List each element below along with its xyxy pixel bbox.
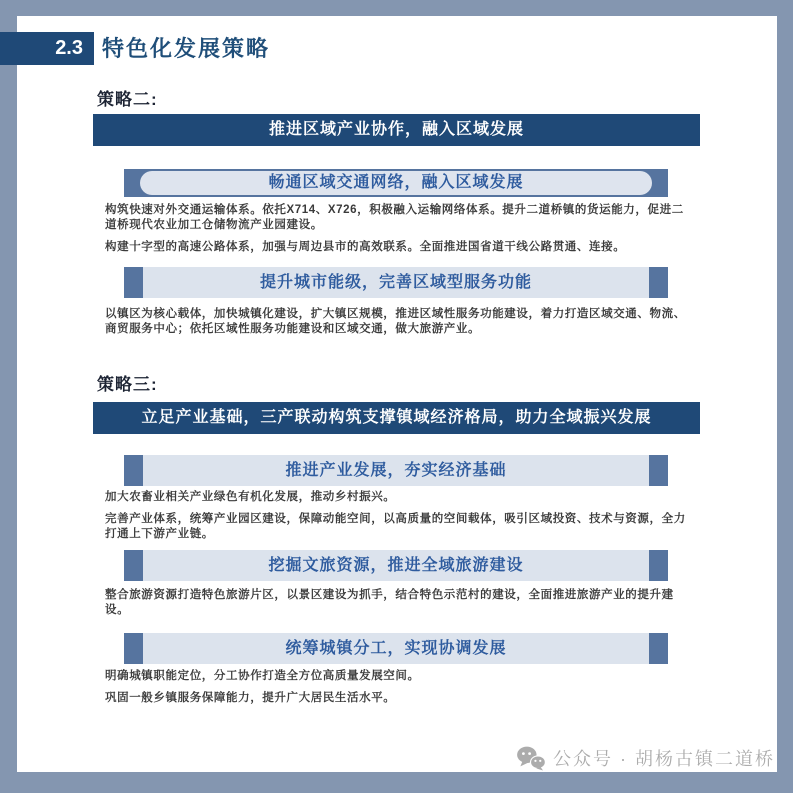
transport-paragraphs	[105, 203, 693, 262]
sub-banner-tourism	[124, 550, 668, 581]
body-paragraph: 明确城镇职能定位，分工协作打造全方位高质量发展空间。	[105, 670, 420, 682]
strategy-two-label: 策略二:	[97, 90, 158, 109]
sub-banner-coordination-label: 统筹城镇分工，实现协调发展	[143, 633, 649, 664]
banner-end-block-right	[649, 633, 668, 664]
banner-end-block-right	[649, 550, 668, 581]
sub-banner-industry-label: 推进产业发展，夯实经济基础	[143, 455, 649, 486]
body-paragraph: 构筑快速对外交通运输体系。依托X714、X726，积极融入运输网络体系。提升二道桥镇的货运能力，促进二道桥现代农业加工仓储物流产业园建设。	[105, 204, 684, 231]
city-level-paragraphs	[105, 307, 693, 344]
banner-end-block-right	[649, 267, 668, 298]
section-number: 2.3	[55, 37, 83, 59]
sub-banner-tourism-label: 挖掘文旅资源，推进全域旅游建设	[143, 550, 649, 581]
banner-end-block-left	[124, 550, 143, 581]
sub-banner-industry	[124, 455, 668, 486]
strategy-two-main-banner: 推进区域产业协作，融入区域发展	[93, 114, 700, 146]
body-paragraph: 巩固一般乡镇服务保障能力，提升广大居民生活水平。	[105, 692, 396, 704]
banner-end-block-left	[124, 633, 143, 664]
wechat-icon	[516, 746, 546, 771]
body-paragraph: 构建十字型的高速公路体系，加强与周边县市的高效联系。全面推进国省道干线公路贯通、连接。	[105, 241, 626, 253]
banner-end-block-right	[649, 455, 668, 486]
page-title: 特色化发展策略	[102, 36, 271, 61]
sub-banner-city-level-label: 提升城市能级，完善区域型服务功能	[143, 267, 649, 298]
strategy-three-main-banner: 立足产业基础，三产联动构筑支撑镇域经济格局，助力全域振兴发展	[93, 402, 700, 434]
body-paragraph: 完善产业体系，统筹产业园区建设，保障动能空间，以高质量的空间载体，吸引区域投资、技术与资源，全力打通上下游产业链。	[105, 513, 686, 540]
industry-paragraphs	[105, 490, 693, 549]
banner-end-block-left	[124, 455, 143, 486]
banner-end-block-left	[124, 267, 143, 298]
tourism-paragraphs	[105, 588, 693, 625]
body-paragraph: 以镇区为核心载体，加快城镇化建设，扩大镇区规模，推进区域性服务功能建设，着力打造区域交通、物流、商贸服务中心；依托区域性服务功能建设和区域交通，做大旅游产业。	[105, 308, 686, 335]
coordination-paragraphs	[105, 669, 693, 713]
sub-banner-city-level	[124, 267, 668, 298]
sub-banner-coordination	[124, 633, 668, 664]
sub-banner-transport	[124, 169, 668, 197]
body-paragraph: 加大农畜业相关产业绿色有机化发展，推动乡村振兴。	[105, 491, 396, 503]
watermark	[516, 745, 775, 771]
body-paragraph: 整合旅游资源打造特色旅游片区，以景区建设为抓手，结合特色示范村的建设，全面推进旅游产业的提升建设。	[105, 589, 674, 616]
sub-banner-transport-label: 畅通区域交通网络，融入区域发展	[140, 171, 652, 195]
strategy-three-label: 策略三:	[97, 375, 158, 394]
watermark-text: 公众号 · 胡杨古镇二道桥	[553, 749, 775, 769]
section-number-box	[0, 32, 94, 65]
